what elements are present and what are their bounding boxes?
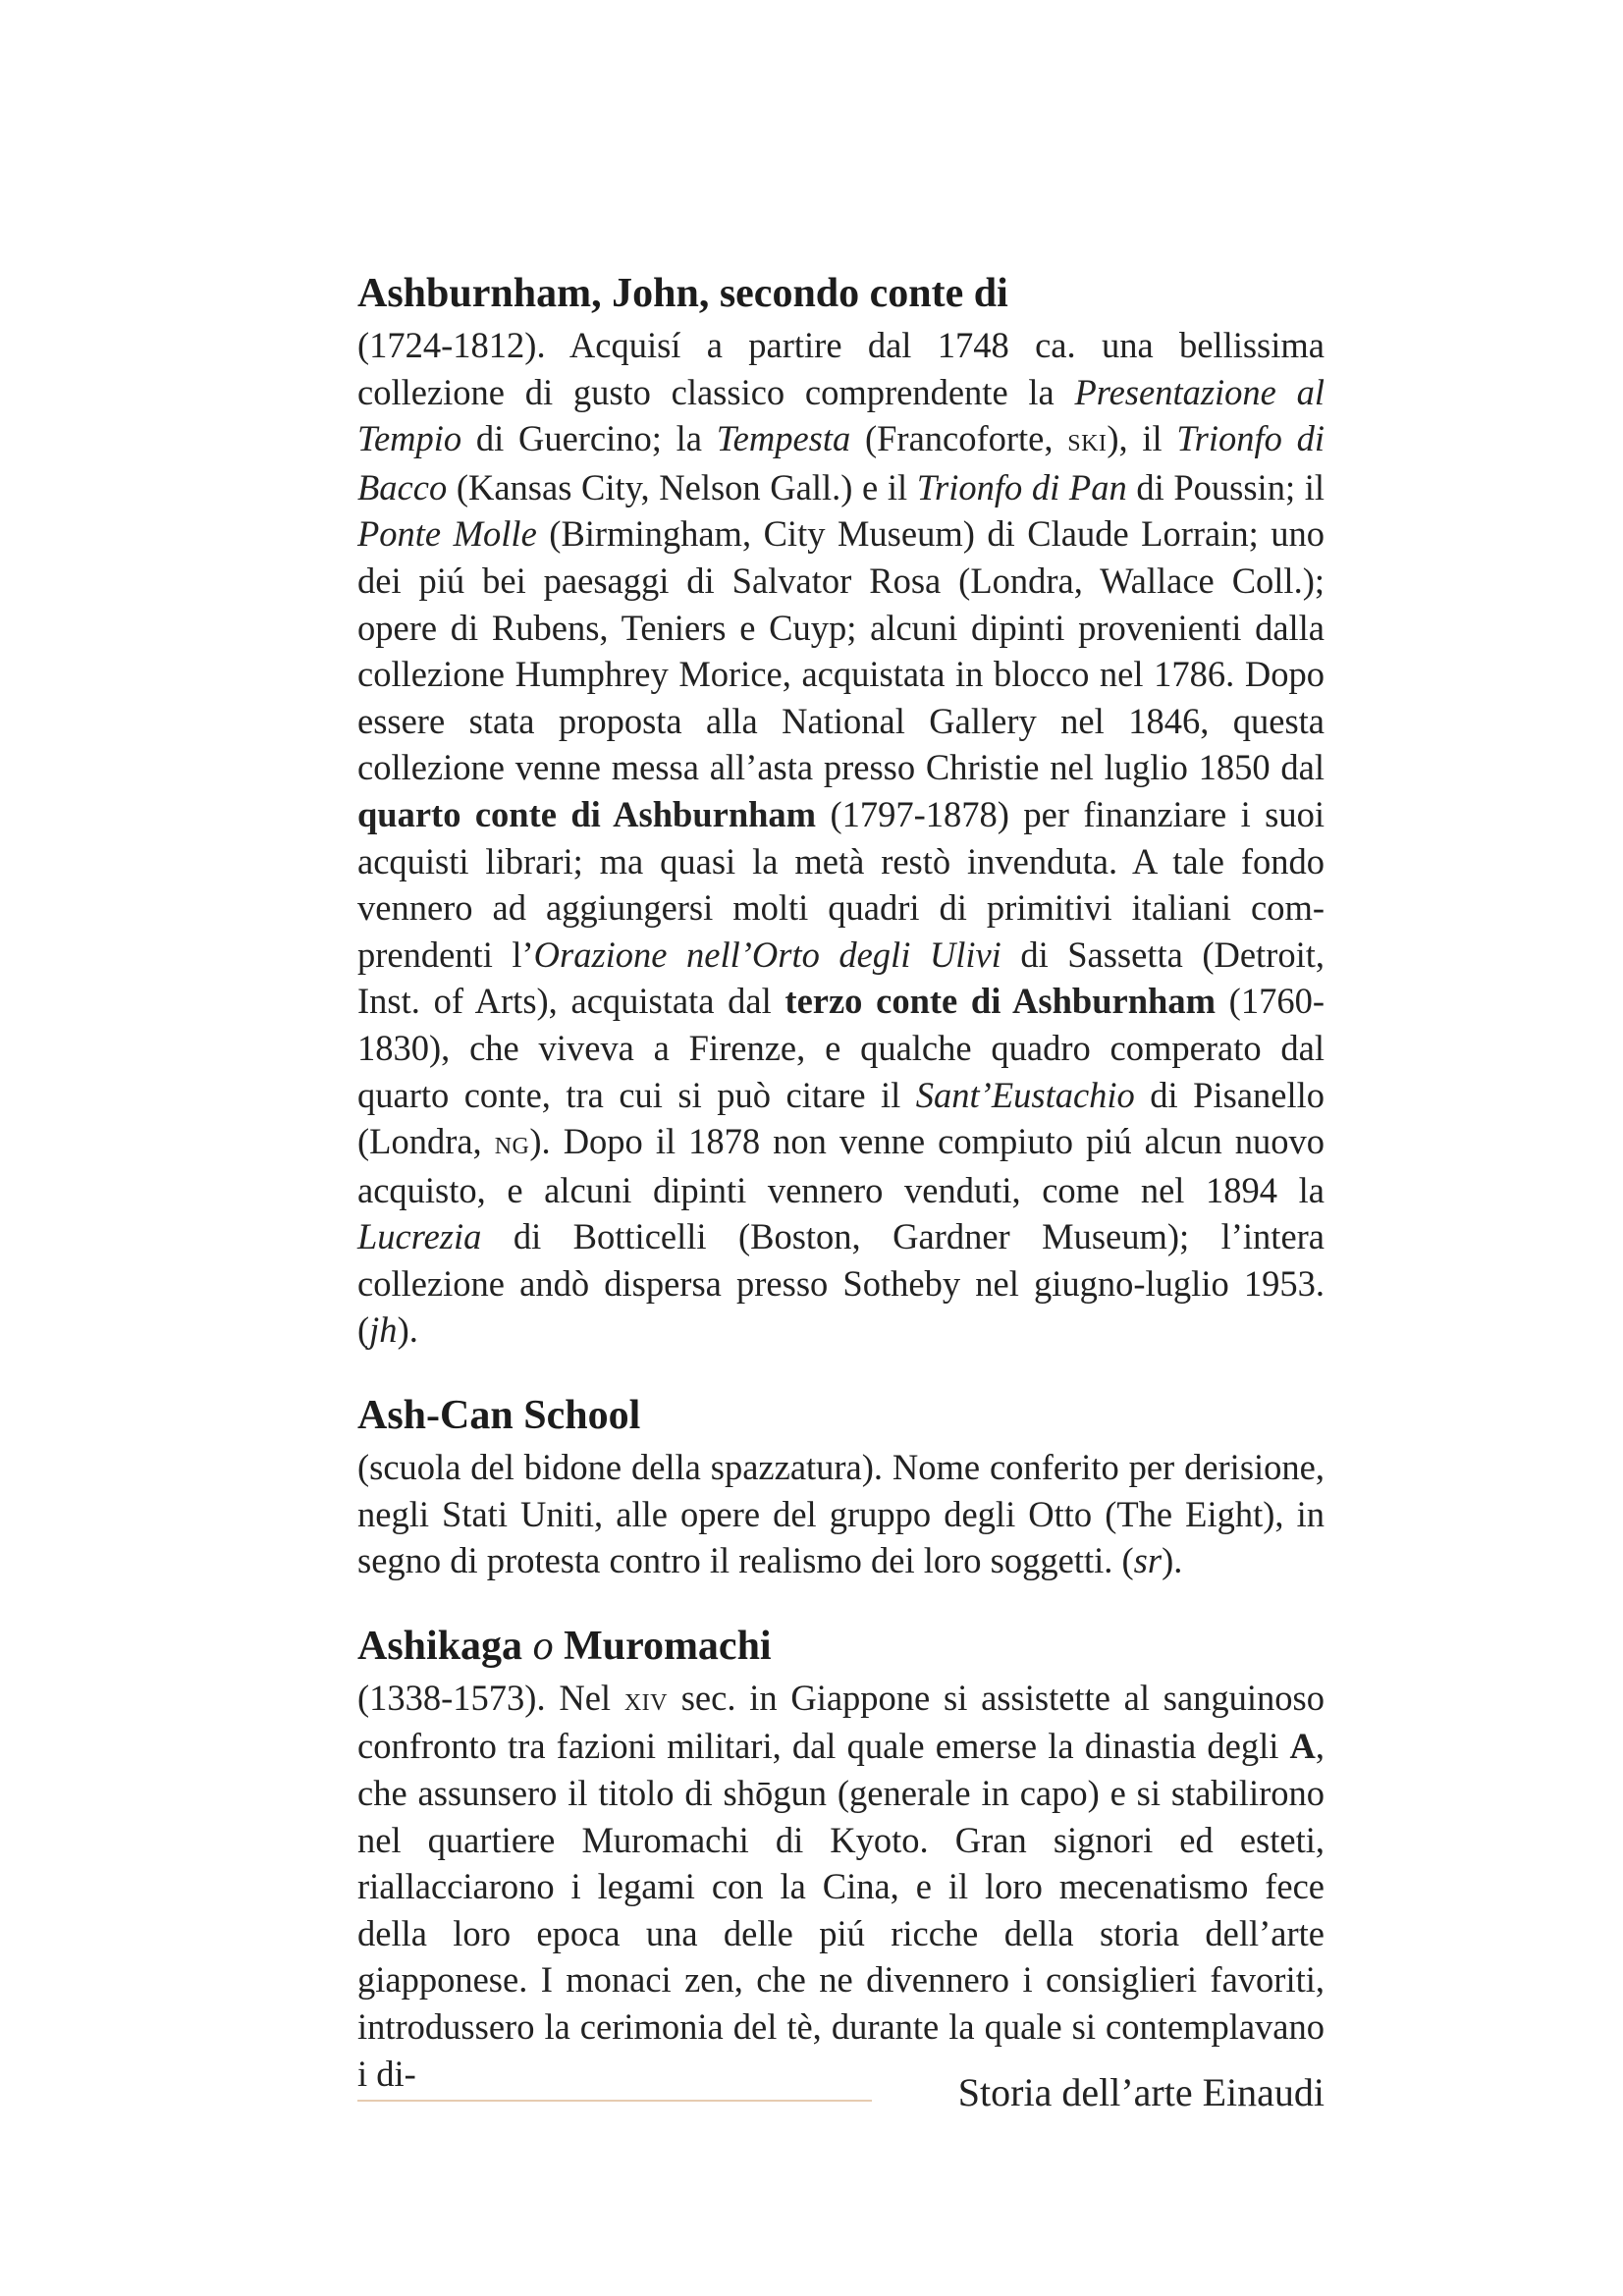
text-run: Ashikaga <box>357 1623 533 1669</box>
text-run: sec. in Giappone si assistette al sanguinoso confronto tra fazioni militari, dal quale emerse la dinastia degli <box>357 1677 1325 1767</box>
text-run: di Poussin; il <box>1126 466 1325 507</box>
text-run: (1760-1830), che viveva a Firenze, e qualche quadro comperato dal quarto conte, tra cui si può citare il <box>357 981 1325 1115</box>
conjunction-run: o <box>532 1623 554 1669</box>
italic-run: sr <box>1133 1540 1163 1581</box>
text-run: (Francoforte, <box>850 418 1068 459</box>
entry-heading <box>357 1620 1325 1673</box>
text-run: di Guercino; la <box>461 418 717 459</box>
entry-ash-can-school <box>357 1389 1325 1584</box>
entry-heading: Ash-Can School <box>357 1393 641 1439</box>
bold-run: A <box>1289 1726 1316 1767</box>
italic-run: Trionfo di Bacco <box>357 418 1325 507</box>
entry-ashikaga <box>357 1620 1325 2097</box>
text-run: Muromachi <box>553 1623 772 1669</box>
italic-run: Presentazione al Tempio <box>357 371 1325 459</box>
page-footer <box>357 2066 1325 2125</box>
italic-run: Orazione nell’Orto degli Ulivi <box>533 934 1001 975</box>
text-run: (Birmingham, City Museum) di Claude Lorrain; uno dei piú bei paesaggi di Salvator Rosa (Londra, Wallace Coll.); opere di Rubens, Teniers e Cuyp; alcuni dipinti provenienti dalla collezione Humphrey Morice, acquistata in blocco nel 1786. Dopo essere stata proposta alla National Gallery nel 1846, questa collezione venne messa all’asta presso Christie nel luglio 1850 dal <box>357 513 1325 788</box>
text-run: ), il <box>1107 418 1177 459</box>
text-run: ). <box>1162 1540 1183 1581</box>
text-run: ). <box>397 1309 418 1351</box>
footer-publication-title: Storia dell’arte Einaudi <box>957 2070 1325 2114</box>
text-run: di Botticelli (Boston, Gardner Museum); l’intera collezione andò dispersa presso Sotheby nel giugno-luglio 1953. ( <box>357 1216 1325 1351</box>
text-run: (1797-1878) per finanziare i suoi acquisti librari; ma quasi la metà restò invenduta. A tale fondo vennero ad aggiungersi molti quadri di primitivi italiani comprendenti l’ <box>357 793 1325 975</box>
text-run: di Pisanello (Londra, <box>357 1074 1325 1162</box>
italic-run: Tempesta <box>716 418 851 459</box>
small-caps-run: ng <box>494 1125 530 1162</box>
small-caps-run: xiv <box>623 1681 668 1718</box>
small-caps-run: ski <box>1067 422 1108 459</box>
page-content <box>357 267 1325 2132</box>
entry-body <box>357 1444 1325 1584</box>
entry-body <box>357 1675 1325 2097</box>
text-run: (1724-1812). Acquisí a partire dal 1748 ca. una bellissima collezione di gusto classico comprendente la <box>357 325 1325 412</box>
entry-heading: Ashburnham, John, secondo conte di <box>357 271 1008 316</box>
bold-run: quarto conte di Ashburnham <box>357 793 817 834</box>
text-run: (Kansas City, Nelson Gall.) e il <box>447 466 917 507</box>
text-run: di Sassetta (Detroit, Inst. of Arts), acquistata dal <box>357 934 1325 1022</box>
text-run: , che assunsero il titolo di shōgun (generale in capo) e si stabilirono nel quartiere Muromachi di Kyoto. Gran signori ed esteti, riallacciarono i legami con la Cina, e il loro mecenatismo fece della loro epoca una delle piú ricche della storia dell’arte giapponese. I monaci zen, che ne divennero i consiglieri favoriti, introdussero la cerimonia del tè, durante la quale si contemplavano i di- <box>357 1726 1325 2094</box>
bold-run: terzo conte di Ashburnham <box>784 981 1216 1022</box>
entry-ashburnham <box>357 267 1325 1354</box>
italic-run: Sant’Eustachio <box>915 1074 1135 1115</box>
italic-run: Trionfo di Pan <box>916 466 1127 507</box>
text-run: ). Dopo il 1878 non venne compiuto piú alcun nuovo acquisto, e alcuni dipinti vennero venduti, come nel 1894 la <box>357 1121 1325 1210</box>
text-run: (1338-1573). Nel <box>357 1677 624 1718</box>
italic-run: Lucrezia <box>357 1216 482 1257</box>
footer-divider <box>357 2100 872 2102</box>
text-run: (scuola del bidone della spazzatura). Nome conferito per derisione, negli Stati Uniti, alle opere del gruppo degli Otto (The Eight), in segno di protesta contro il realismo dei loro soggetti. ( <box>357 1447 1325 1581</box>
italic-run: Ponte Molle <box>357 513 537 555</box>
entry-body <box>357 322 1325 1354</box>
italic-run: jh <box>369 1309 398 1351</box>
